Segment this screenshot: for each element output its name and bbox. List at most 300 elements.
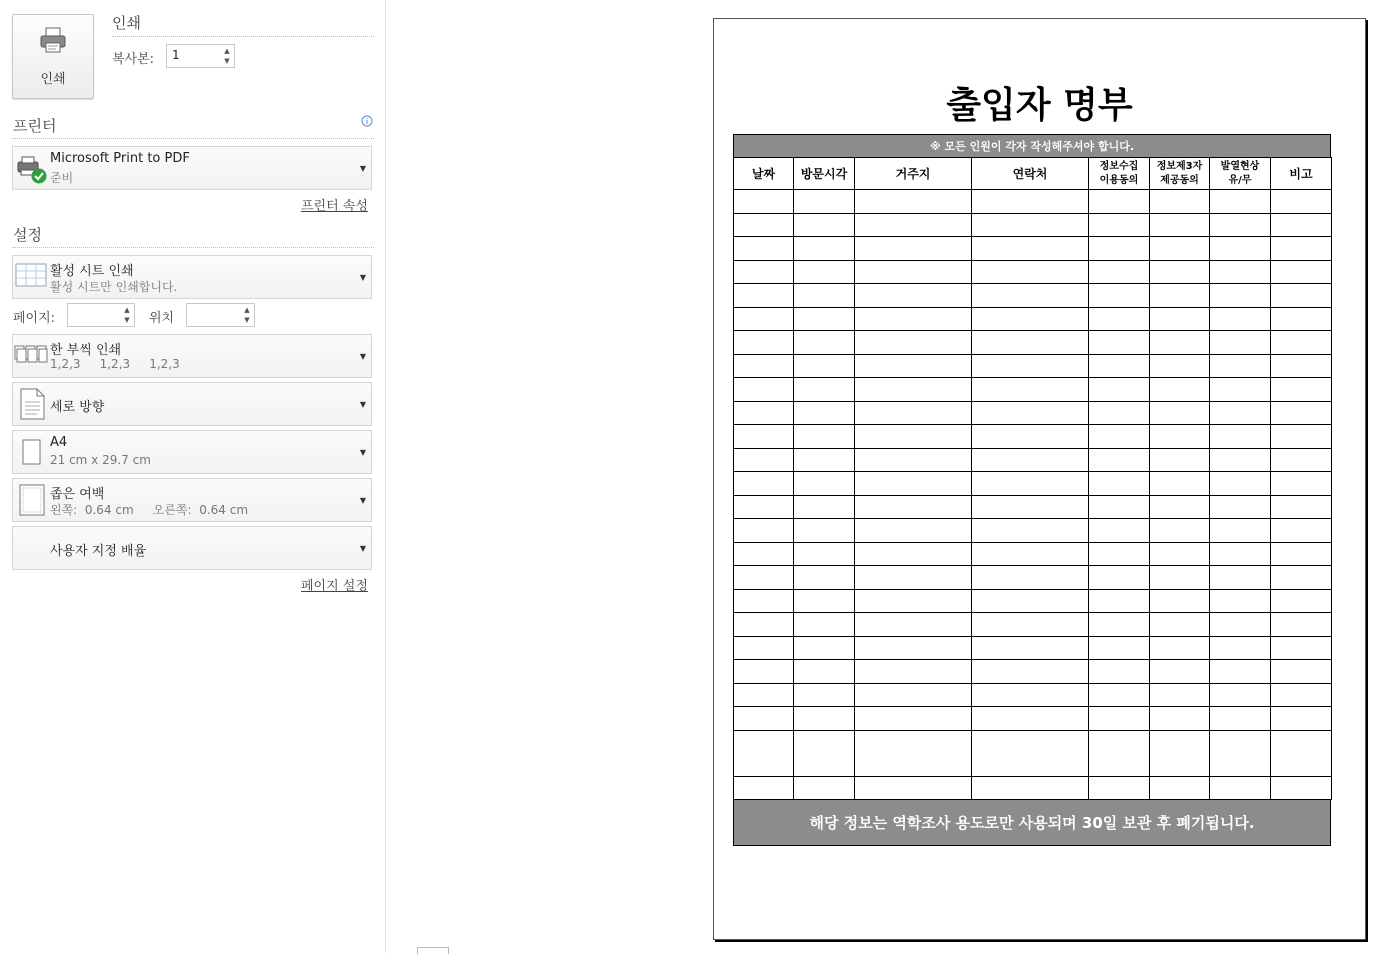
table-cell — [1210, 284, 1271, 308]
table-row — [734, 776, 1332, 800]
chevron-down-icon: ▼ — [359, 544, 366, 553]
table-cell — [734, 636, 794, 660]
table-cell — [1210, 401, 1271, 425]
table-cell — [855, 730, 972, 776]
margins-subtitle: 왼쪽: 0.64 cm 오른쪽: 0.64 cm — [50, 503, 249, 517]
table-cell — [1271, 636, 1332, 660]
table-row — [734, 354, 1332, 378]
pages-to-stepper[interactable] — [186, 303, 255, 327]
column-header: 거주지 — [855, 158, 972, 190]
table-cell — [972, 425, 1089, 449]
table-cell — [1150, 519, 1210, 543]
table-row — [734, 307, 1332, 331]
printer-section-title: 프린터 — [13, 117, 57, 135]
table-cell — [1089, 683, 1150, 707]
table-cell — [1089, 190, 1150, 214]
table-cell — [794, 776, 855, 800]
table-cell — [1150, 636, 1210, 660]
paper-size-subtitle: 21 cm x 29.7 cm — [50, 453, 151, 467]
chevron-down-icon: ▼ — [359, 496, 366, 505]
table-cell — [972, 260, 1089, 284]
table-cell — [972, 284, 1089, 308]
table-cell — [734, 425, 794, 449]
paper-size-select[interactable] — [12, 430, 372, 474]
print-button-label: 인쇄 — [40, 72, 66, 87]
table-row — [734, 284, 1332, 308]
table-cell — [1089, 566, 1150, 590]
table-cell — [972, 707, 1089, 731]
margins-icon — [17, 483, 47, 517]
table-cell — [734, 260, 794, 284]
chevron-down-icon: ▼ — [359, 448, 366, 457]
spin-up-icon[interactable]: ▲ — [224, 47, 230, 55]
table-cell — [972, 776, 1089, 800]
table-cell — [794, 495, 855, 519]
table-cell — [1089, 613, 1150, 637]
table-cell — [1210, 589, 1271, 613]
table-cell — [1089, 237, 1150, 261]
table-row — [734, 213, 1332, 237]
table-cell — [855, 683, 972, 707]
divider — [12, 247, 374, 248]
table-cell — [794, 260, 855, 284]
table-cell — [1271, 776, 1332, 800]
table-cell — [1210, 776, 1271, 800]
column-header: 연락처 — [972, 158, 1089, 190]
table-cell — [1210, 307, 1271, 331]
column-header: 비고 — [1271, 158, 1332, 190]
spin-up-icon[interactable]: ▲ — [244, 306, 250, 314]
table-cell — [972, 495, 1089, 519]
table-cell — [972, 354, 1089, 378]
table-cell — [734, 378, 794, 402]
print-section-title: 인쇄 — [112, 14, 141, 32]
table-cell — [1271, 213, 1332, 237]
table-cell — [734, 213, 794, 237]
table-cell — [1089, 260, 1150, 284]
table-cell — [1271, 190, 1332, 214]
sheet-icon — [15, 262, 47, 292]
table-cell — [1089, 542, 1150, 566]
table-cell — [1089, 730, 1150, 776]
table-cell — [972, 190, 1089, 214]
table-cell — [972, 401, 1089, 425]
table-cell — [972, 542, 1089, 566]
table-cell — [1210, 683, 1271, 707]
notice-bar: ※ 모든 인원이 각자 작성해주셔야 합니다. — [733, 134, 1331, 157]
table-cell — [794, 472, 855, 496]
table-cell — [794, 213, 855, 237]
table-cell — [855, 776, 972, 800]
table-cell — [1089, 660, 1150, 684]
table-cell — [734, 237, 794, 261]
table-cell — [1271, 237, 1332, 261]
table-cell — [855, 519, 972, 543]
table-cell — [1271, 331, 1332, 355]
copies-stepper[interactable] — [166, 44, 235, 68]
table-cell — [1271, 519, 1332, 543]
printer-properties-link[interactable]: 프린터 속성 — [301, 199, 368, 214]
table-cell — [794, 284, 855, 308]
table-row — [734, 495, 1332, 519]
pages-to-label: 위치 — [149, 311, 175, 326]
copies-value: 1 — [172, 48, 180, 62]
table-cell — [1210, 613, 1271, 637]
table-row — [734, 237, 1332, 261]
table-cell — [855, 213, 972, 237]
table-cell — [855, 636, 972, 660]
table-cell — [794, 519, 855, 543]
table-cell — [734, 190, 794, 214]
table-cell — [1210, 472, 1271, 496]
table-cell — [734, 776, 794, 800]
table-cell — [1150, 707, 1210, 731]
table-cell — [734, 448, 794, 472]
table-cell — [1150, 237, 1210, 261]
table-cell — [1150, 260, 1210, 284]
table-cell — [1271, 284, 1332, 308]
table-cell — [972, 636, 1089, 660]
table-cell — [855, 425, 972, 449]
table-cell — [855, 448, 972, 472]
table-cell — [1210, 636, 1271, 660]
table-cell — [1150, 331, 1210, 355]
table-cell — [734, 354, 794, 378]
table-cell — [1089, 776, 1150, 800]
table-cell — [1150, 776, 1210, 800]
table-cell — [1210, 331, 1271, 355]
page-setup-link[interactable]: 페이지 설정 — [301, 579, 368, 594]
table-cell — [734, 284, 794, 308]
print-button[interactable] — [12, 14, 94, 99]
table-cell — [734, 307, 794, 331]
table-cell — [1271, 401, 1332, 425]
table-cell — [855, 190, 972, 214]
chevron-down-icon: ▼ — [359, 164, 366, 173]
table-cell — [1089, 284, 1150, 308]
table-cell — [734, 566, 794, 590]
printer-name: Microsoft Print to PDF — [50, 151, 190, 166]
table-row — [734, 260, 1332, 284]
table-cell — [972, 213, 1089, 237]
table-cell — [1271, 566, 1332, 590]
table-cell — [1150, 307, 1210, 331]
table-cell — [794, 660, 855, 684]
column-header: 정보제3자 제공동의 — [1150, 158, 1210, 190]
info-icon[interactable] — [361, 115, 373, 127]
table-row — [734, 519, 1332, 543]
table-cell — [1089, 307, 1150, 331]
table-cell — [1210, 566, 1271, 590]
table-cell — [972, 519, 1089, 543]
table-cell — [794, 425, 855, 449]
table-cell — [855, 307, 972, 331]
table-row — [734, 589, 1332, 613]
table-cell — [794, 613, 855, 637]
table-cell — [1210, 448, 1271, 472]
table-row — [734, 566, 1332, 590]
footer-notice: 해당 정보는 역학조사 용도로만 사용되며 30일 보관 후 폐기됩니다. — [733, 800, 1331, 846]
table-cell — [794, 378, 855, 402]
table-row — [734, 472, 1332, 496]
table-cell — [1150, 472, 1210, 496]
table-cell — [1089, 331, 1150, 355]
collate-select[interactable] — [12, 334, 372, 378]
table-cell — [1150, 354, 1210, 378]
table-cell — [1150, 425, 1210, 449]
table-cell — [1150, 566, 1210, 590]
table-row — [734, 331, 1332, 355]
table-cell — [1271, 425, 1332, 449]
table-cell — [1150, 495, 1210, 519]
table-cell — [794, 190, 855, 214]
print-what-subtitle: 활성 시트만 인쇄합니다. — [50, 280, 178, 294]
table-cell — [1210, 425, 1271, 449]
table-cell — [855, 378, 972, 402]
copies-label: 복사본: — [112, 52, 155, 67]
table-cell — [972, 660, 1089, 684]
table-cell — [855, 260, 972, 284]
print-what-title: 활성 시트 인쇄 — [50, 264, 134, 279]
table-cell — [734, 472, 794, 496]
table-cell — [1089, 519, 1150, 543]
table-cell — [1210, 378, 1271, 402]
document-title: 출입자 명부 — [946, 85, 1133, 126]
table-cell — [794, 237, 855, 261]
table-cell — [1210, 354, 1271, 378]
column-header: 방문시각 — [794, 158, 855, 190]
orientation-select[interactable] — [12, 382, 372, 426]
table-cell — [1271, 260, 1332, 284]
table-cell — [855, 542, 972, 566]
table-cell — [734, 730, 794, 776]
printer-status: 준비 — [50, 171, 74, 185]
table-cell — [794, 542, 855, 566]
table-cell — [1150, 542, 1210, 566]
preview-page — [713, 18, 1366, 940]
table-cell — [972, 566, 1089, 590]
settings-section-title: 설정 — [13, 226, 42, 244]
chevron-down-icon: ▼ — [359, 400, 366, 409]
table-cell — [794, 683, 855, 707]
table-cell — [734, 542, 794, 566]
table-row — [734, 636, 1332, 660]
table-cell — [972, 378, 1089, 402]
table-cell — [794, 448, 855, 472]
table-cell — [794, 331, 855, 355]
pdf-printer-icon — [15, 152, 49, 186]
table-cell — [1089, 495, 1150, 519]
table-cell — [734, 660, 794, 684]
table-cell — [1210, 190, 1271, 214]
table-cell — [1150, 401, 1210, 425]
table-row — [734, 730, 1332, 776]
margins-select[interactable] — [12, 478, 372, 522]
paper-size-icon — [17, 436, 47, 468]
table-cell — [794, 589, 855, 613]
table-cell — [855, 472, 972, 496]
table-cell — [1210, 707, 1271, 731]
table-cell — [1271, 354, 1332, 378]
chevron-down-icon: ▼ — [359, 273, 366, 282]
table-cell — [972, 237, 1089, 261]
table-cell — [1089, 636, 1150, 660]
table-cell — [1271, 472, 1332, 496]
divider — [112, 36, 374, 37]
print-settings-panel — [0, 0, 386, 953]
table-cell — [855, 284, 972, 308]
table-cell — [1150, 284, 1210, 308]
table-cell — [1089, 213, 1150, 237]
printer-icon — [38, 25, 68, 55]
table-cell — [1271, 707, 1332, 731]
table-cell — [794, 730, 855, 776]
table-cell — [1150, 589, 1210, 613]
table-cell — [1271, 683, 1332, 707]
collate-icon — [14, 344, 48, 370]
table-cell — [794, 401, 855, 425]
visitor-log-sheet — [733, 134, 1331, 846]
collate-subtitle: 1,2,3 1,2,3 1,2,3 — [50, 357, 180, 371]
table-cell — [1271, 589, 1332, 613]
table-cell — [1089, 448, 1150, 472]
table-cell — [972, 448, 1089, 472]
table-cell — [972, 472, 1089, 496]
table-cell — [794, 307, 855, 331]
orientation-title: 세로 방향 — [50, 400, 105, 415]
table-cell — [1271, 730, 1332, 776]
table-cell — [972, 730, 1089, 776]
table-cell — [972, 307, 1089, 331]
table-cell — [855, 707, 972, 731]
table-cell — [972, 683, 1089, 707]
table-cell — [734, 519, 794, 543]
table-cell — [1271, 495, 1332, 519]
table-cell — [1210, 730, 1271, 776]
collate-title: 한 부씩 인쇄 — [50, 343, 122, 358]
table-cell — [1210, 542, 1271, 566]
table-cell — [855, 354, 972, 378]
print-what-select[interactable] — [12, 255, 372, 299]
table-cell — [734, 707, 794, 731]
table-row — [734, 448, 1332, 472]
table-cell — [855, 401, 972, 425]
table-row — [734, 378, 1332, 402]
table-cell — [1271, 613, 1332, 637]
table-cell — [1150, 660, 1210, 684]
printer-select[interactable] — [12, 146, 372, 190]
visitor-log-table — [733, 157, 1332, 800]
paper-size-title: A4 — [50, 435, 68, 450]
table-cell — [1089, 425, 1150, 449]
table-cell — [1271, 378, 1332, 402]
table-cell — [1150, 613, 1210, 637]
table-cell — [855, 660, 972, 684]
print-preview-area — [386, 0, 1392, 953]
table-cell — [1271, 307, 1332, 331]
table-row — [734, 707, 1332, 731]
table-cell — [1089, 401, 1150, 425]
table-cell — [1089, 472, 1150, 496]
table-cell — [1150, 190, 1210, 214]
table-cell — [1150, 378, 1210, 402]
table-cell — [1210, 213, 1271, 237]
column-header: 발열현상 유/무 — [1210, 158, 1271, 190]
table-cell — [1089, 707, 1150, 731]
table-cell — [855, 613, 972, 637]
table-cell — [794, 707, 855, 731]
portrait-icon — [17, 388, 47, 420]
table-cell — [1210, 660, 1271, 684]
table-cell — [734, 401, 794, 425]
table-cell — [1150, 213, 1210, 237]
table-header-row — [734, 158, 1332, 190]
table-cell — [855, 237, 972, 261]
table-cell — [1210, 260, 1271, 284]
chevron-down-icon: ▼ — [359, 352, 366, 361]
divider — [12, 138, 374, 139]
table-cell — [855, 589, 972, 613]
table-cell — [972, 589, 1089, 613]
check-circle-icon — [32, 169, 47, 184]
table-cell — [734, 495, 794, 519]
spin-up-icon[interactable]: ▲ — [124, 306, 130, 314]
spin-down-icon[interactable]: ▼ — [224, 57, 230, 65]
table-cell — [1271, 660, 1332, 684]
margins-title: 좁은 여백 — [50, 487, 105, 502]
table-cell — [1089, 378, 1150, 402]
table-cell — [734, 683, 794, 707]
spin-down-icon[interactable]: ▼ — [244, 316, 250, 324]
table-cell — [855, 495, 972, 519]
table-row — [734, 660, 1332, 684]
column-header: 정보수집 이용동의 — [1089, 158, 1150, 190]
table-cell — [734, 613, 794, 637]
table-row — [734, 425, 1332, 449]
table-cell — [972, 331, 1089, 355]
table-row — [734, 613, 1332, 637]
table-cell — [794, 566, 855, 590]
table-cell — [1089, 354, 1150, 378]
table-cell — [1210, 495, 1271, 519]
table-cell — [734, 331, 794, 355]
table-row — [734, 683, 1332, 707]
table-cell — [1210, 237, 1271, 261]
table-row — [734, 401, 1332, 425]
table-cell — [1089, 589, 1150, 613]
table-cell — [734, 589, 794, 613]
scaling-title: 사용자 지정 배율 — [50, 544, 147, 559]
table-row — [734, 542, 1332, 566]
table-row — [734, 190, 1332, 214]
table-cell — [972, 613, 1089, 637]
table-cell — [794, 354, 855, 378]
column-header: 날짜 — [734, 158, 794, 190]
table-cell — [855, 331, 972, 355]
table-cell — [1150, 448, 1210, 472]
table-cell — [855, 566, 972, 590]
pages-from-stepper[interactable] — [67, 303, 135, 327]
table-cell — [1150, 683, 1210, 707]
table-cell — [1210, 519, 1271, 543]
pages-label: 페이지: — [13, 311, 56, 326]
scaling-select[interactable] — [12, 526, 372, 570]
table-cell — [1271, 542, 1332, 566]
spin-down-icon[interactable]: ▼ — [124, 316, 130, 324]
table-cell — [1150, 730, 1210, 776]
table-cell — [794, 636, 855, 660]
table-cell — [1271, 448, 1332, 472]
